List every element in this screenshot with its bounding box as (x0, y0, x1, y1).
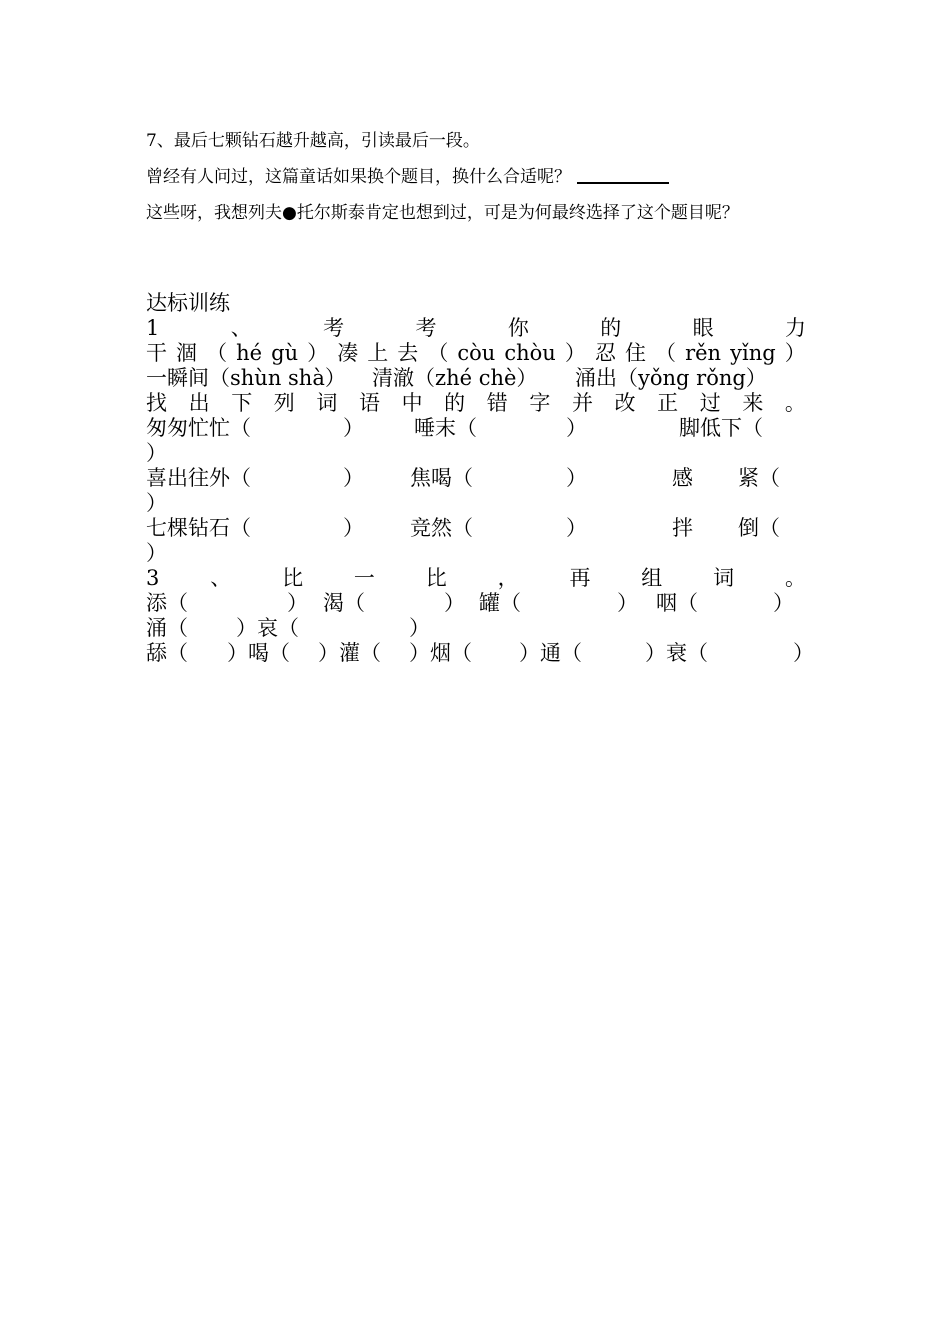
q3-token: 3 (146, 566, 160, 590)
pinyin-token: （ (206, 341, 228, 365)
q2-token: 。 (784, 391, 806, 415)
q3-token: 、 (210, 566, 232, 590)
typo-item: 拌 (672, 516, 693, 540)
q3-token: 再 (569, 566, 591, 590)
pinyin-token: hé (236, 341, 263, 365)
pinyin-item: 一瞬间（shùn shà） (146, 366, 346, 390)
q1-token: 的 (600, 316, 622, 340)
pinyin-token: 住 (624, 341, 646, 365)
q1-token: 力 (785, 316, 806, 340)
pinyin-row-1 (146, 341, 806, 366)
compare-item: 罐（ (479, 591, 521, 615)
q2-token: 下 (231, 391, 253, 415)
answer-paren-close[interactable]: ） (343, 516, 364, 540)
pinyin-token: gù (271, 341, 299, 365)
typo-item: 匆匆忙忙（ (146, 416, 251, 440)
q2-token: 过 (699, 391, 721, 415)
q3-token: 组 (641, 566, 663, 590)
q2-token: 词 (316, 391, 338, 415)
title-prompt-text: 曾经有人问过，这篇童话如果换个题目，换什么合适呢？ (146, 167, 571, 187)
compare-item: ）通（ (519, 641, 582, 665)
compare-item: ）哀（ (236, 616, 299, 640)
q1-token: 、 (230, 316, 252, 340)
typo-item: 竞然（ (410, 516, 473, 540)
typo-item: 倒（ (738, 516, 780, 540)
q1-token: 你 (507, 316, 529, 340)
q3-token: 一 (353, 566, 375, 590)
answer-paren-close[interactable]: ） (566, 416, 587, 440)
q2-token: 正 (657, 391, 679, 415)
pinyin-token: 干 (146, 341, 167, 365)
question-7-title-prompt (146, 162, 669, 187)
q1-token: 1 (146, 316, 160, 340)
q3-token: 。 (784, 566, 806, 590)
q1-token: 眼 (692, 316, 714, 340)
question-7-line: 7、最后七颗钻石越升越高，引读最后一段。 (146, 131, 480, 151)
typo-item: 感 (672, 466, 693, 490)
compare-item: 舔（ (146, 641, 188, 665)
pinyin-token: ） (564, 341, 586, 365)
answer-paren-close[interactable]: ） (343, 466, 364, 490)
compare-item: 添（ (146, 591, 188, 615)
answer-paren-close[interactable]: ） (146, 491, 167, 515)
answer-paren-close[interactable]: ） (793, 641, 814, 665)
pinyin-token: yǐng (730, 341, 776, 365)
q2-token: 错 (486, 391, 508, 415)
compare-item: 渴（ (323, 591, 365, 615)
q2-token: 来 (742, 391, 764, 415)
compare-item: ）衰（ (645, 641, 708, 665)
answer-paren-close[interactable]: ） (146, 541, 167, 565)
q2-token: 改 (614, 391, 636, 415)
compare-item: ）喝（ (227, 641, 290, 665)
answer-paren-close[interactable]: ） (343, 416, 364, 440)
q2-token: 出 (188, 391, 210, 415)
q3-token: 词 (713, 566, 735, 590)
answer-blank[interactable] (577, 181, 669, 184)
q3-token: ， (497, 566, 519, 590)
pinyin-item: 清澈（zhé chè） (372, 366, 538, 390)
compare-item: 涌（ (146, 616, 188, 640)
q1-token: 考 (415, 316, 437, 340)
compare-item: ）灌（ (318, 641, 381, 665)
question-1-heading (146, 316, 806, 341)
practice-heading: 达标训练 (146, 291, 230, 315)
answer-paren-close[interactable]: ） (566, 466, 587, 490)
pinyin-item: 涌出（yǒng rǒng） (575, 366, 767, 390)
pinyin-token: （ (655, 341, 677, 365)
answer-paren-close[interactable]: ） (146, 441, 167, 465)
pinyin-token: （ (427, 341, 449, 365)
typo-item: 唾末（ (414, 416, 477, 440)
typo-item: 脚低下（ (679, 416, 763, 440)
q2-token: 并 (571, 391, 593, 415)
compare-item: 咽（ (656, 591, 698, 615)
pinyin-token: chòu (504, 341, 556, 365)
q2-token: 列 (273, 391, 295, 415)
answer-paren-close[interactable]: ） (566, 516, 587, 540)
q3-token: 比 (282, 566, 304, 590)
question-7-tolstoy-line: 这些呀，我想列夫●托尔斯泰肯定也想到过，可是为何最终选择了这个题目呢？ (146, 203, 739, 223)
answer-paren-close[interactable]: ） (409, 616, 430, 640)
typo-item: 紧（ (738, 466, 780, 490)
answer-paren-close[interactable]: ） (617, 591, 638, 615)
typo-item: 焦喝（ (410, 466, 473, 490)
pinyin-token: 去 (397, 341, 419, 365)
pinyin-token: ） (307, 341, 329, 365)
answer-paren-close[interactable]: ） (773, 591, 794, 615)
q1-token: 考 (323, 316, 345, 340)
pinyin-token: 涸 (176, 341, 198, 365)
pinyin-token: 凑 (337, 341, 359, 365)
q2-token: 的 (444, 391, 466, 415)
answer-paren-close[interactable]: ） (444, 591, 465, 615)
typo-item: 喜出往外（ (146, 466, 251, 490)
pinyin-token: 忍 (594, 341, 616, 365)
q2-token: 找 (146, 391, 167, 415)
q2-token: 语 (358, 391, 380, 415)
pinyin-token: ） (784, 341, 806, 365)
pinyin-token: rěn (685, 341, 722, 365)
question-3-heading (146, 566, 806, 591)
q2-token: 中 (401, 391, 423, 415)
pinyin-token: còu (457, 341, 496, 365)
question-2-heading (146, 391, 806, 416)
answer-paren-close[interactable]: ） (287, 591, 308, 615)
q3-token: 比 (425, 566, 447, 590)
q2-token: 字 (529, 391, 551, 415)
compare-item: ）烟（ (409, 641, 472, 665)
typo-item: 七棵钻石（ (146, 516, 251, 540)
pinyin-token: 上 (367, 341, 389, 365)
